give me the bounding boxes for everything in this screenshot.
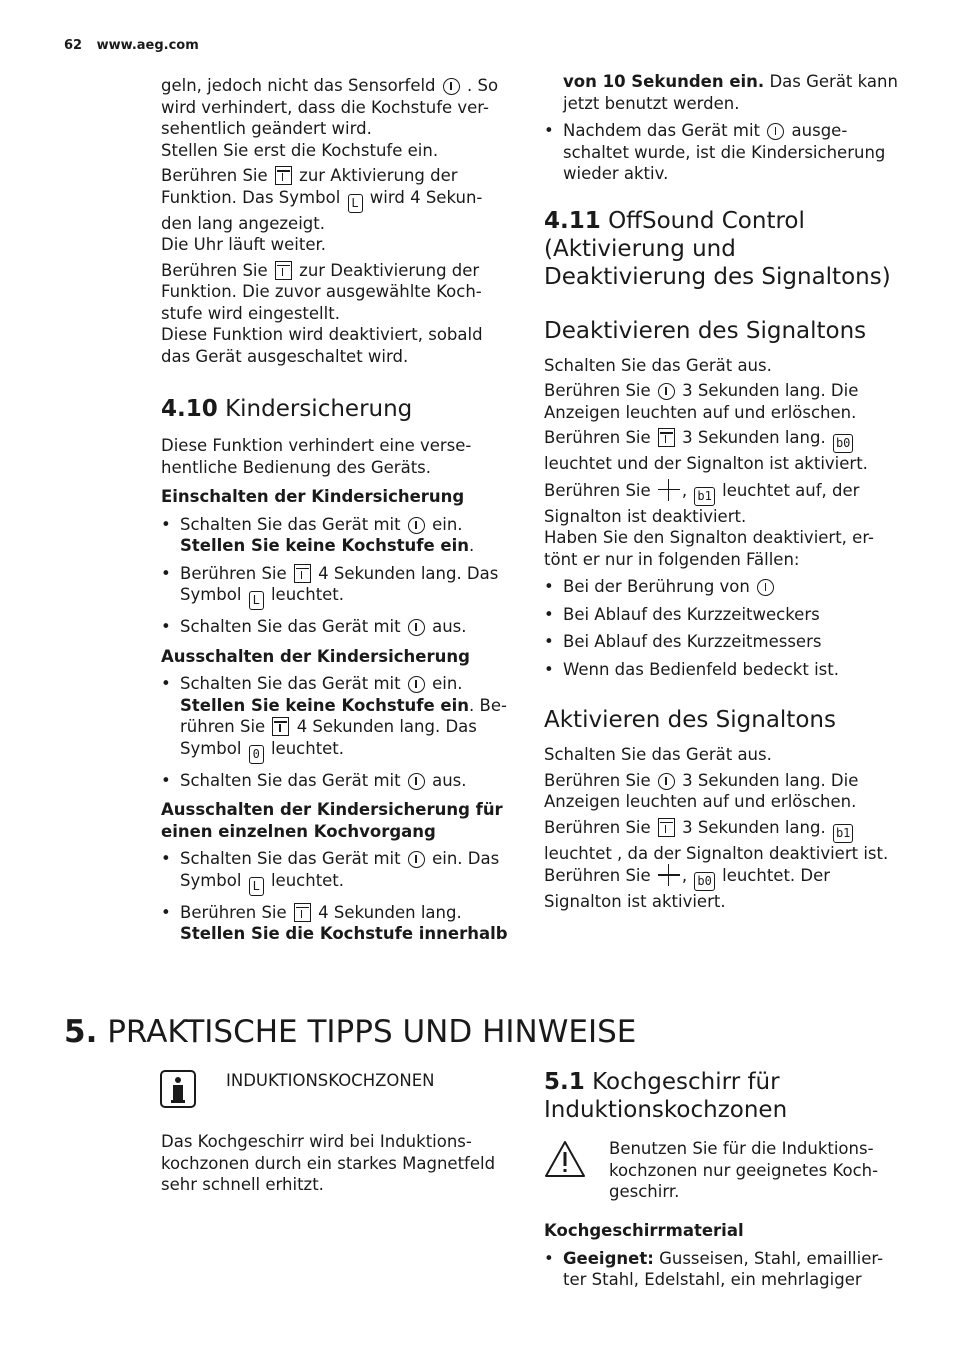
paragraph: Die Uhr läuft weiter. xyxy=(161,235,326,254)
power-icon xyxy=(443,78,460,95)
list-item: • Berühren Sie 4 Sekunden lang. Das Symbol L leuchtet. xyxy=(161,563,513,611)
subsection-heading: Deaktivieren des Signaltons xyxy=(544,317,867,344)
paragraph: von 10 Sekunden ein. Das Gerät kann jetzt benutzt werden. xyxy=(563,72,898,113)
subsection-heading: Aktivieren des Signaltons xyxy=(544,707,836,733)
display-icon: b1 xyxy=(833,824,853,843)
lock-key-icon xyxy=(294,564,311,583)
power-icon xyxy=(658,383,675,400)
section-5-1 xyxy=(544,1068,900,1124)
paragraph: Berühren Sie 3 Sekunden lang. Die Anzeigen leuchten auf und erlöschen. xyxy=(544,381,859,422)
paragraph: Haben Sie den Signalton deaktiviert, er-tönt er nur in folgenden Fällen: xyxy=(544,528,874,569)
paragraph: Schalten Sie das Gerät aus. xyxy=(544,745,772,764)
chapter-title: 5. PRAKTISCHE TIPPS UND HINWEISE xyxy=(64,1014,637,1050)
display-icon: b0 xyxy=(694,872,714,891)
warning-icon xyxy=(544,1140,586,1178)
paragraph: Diese Funktion verhindert eine verse-hentliche Bedienung des Geräts. xyxy=(161,436,472,477)
bullet-list xyxy=(544,576,900,680)
paragraph: geln, jedoch nicht das Sensorfeld . So wird verhindert, dass die Kochstufe ver-sehentlich geändert wird. xyxy=(161,76,499,138)
list-item: • Wenn das Bedienfeld bedeckt ist. xyxy=(544,659,900,681)
display-icon: b1 xyxy=(694,487,714,506)
paragraph: Diese Funktion wird deaktiviert, sobald das Gerät ausgeschaltet wird. xyxy=(161,325,483,366)
list-item: • Berühren Sie 4 Sekunden lang. Stellen Sie die Kochstufe innerhalb xyxy=(161,902,513,945)
bullet-list xyxy=(161,514,513,638)
list-item: • Schalten Sie das Gerät mit aus. xyxy=(161,770,513,792)
page-header xyxy=(64,38,199,53)
subheading: Ausschalten der Kindersicherung xyxy=(161,646,470,666)
warning-text: Benutzen Sie für die Induktions-kochzonen nur geeignetes Koch-geschirr. xyxy=(609,1139,879,1201)
bullet-list xyxy=(544,120,900,185)
bullet-list xyxy=(161,673,513,791)
list-item: • Schalten Sie das Gerät mit ein. Das Symbol L leuchtet. xyxy=(161,848,513,896)
page-number: 62 xyxy=(64,38,83,53)
bullet-list xyxy=(544,1248,900,1291)
list-item: • Nachdem das Gerät mit ausge-schaltet wurde, ist die Kindersicherung wieder aktiv. xyxy=(544,120,900,185)
subheading: Ausschalten der Kindersicherung für einen einzelnen Kochvorgang xyxy=(161,800,503,841)
list-item: • Bei Ablauf des Kurzzeitmessers xyxy=(544,631,900,653)
left-column xyxy=(161,75,513,951)
display-icon: 0 xyxy=(249,745,264,764)
list-item: • Schalten Sie das Gerät mit ein. Stellen Sie keine Kochstufe ein. Be-rühren Sie 4 Sekunden lang. Das Symbol 0 leuchtet. xyxy=(161,673,513,764)
paragraph: Berühren Sie , b1 leuchtet auf, der Signalton ist deaktiviert. xyxy=(544,480,860,526)
paragraph: Berühren Sie zur Aktivierung der Funktion. Das Symbol L wird 4 Sekun-den lang angezeigt. xyxy=(161,166,483,233)
display-icon: L xyxy=(348,194,363,213)
lock-key-icon xyxy=(275,166,292,185)
power-icon xyxy=(658,773,675,790)
lock-key-icon xyxy=(294,903,311,922)
subheading: Kochgeschirrmaterial xyxy=(544,1221,744,1240)
paragraph: Berühren Sie 3 Sekunden lang. b0 leuchtet und der Signalton ist aktiviert. xyxy=(544,428,868,473)
lock-key-icon xyxy=(658,818,675,837)
paragraph: Berühren Sie zur Deaktivierung der Funktion. Die zuvor ausgewählte Koch-stufe wird eingestellt. xyxy=(161,260,482,323)
paragraph: Berühren Sie 3 Sekunden lang. b1 leuchtet , da der Signalton deaktiviert ist. Berühren Sie , b0 leuchtet. Der Signalton ist aktiviert. xyxy=(544,817,889,911)
info-label: INDUKTIONSKOCHZONEN xyxy=(226,1071,435,1090)
section-heading-4-11: 4.11 OffSound Control (Aktivierung und Deaktivierung des Signaltons) xyxy=(544,207,891,290)
list-item: • Geeignet: Gusseisen, Stahl, emaillier-ter Stahl, Edelstahl, ein mehrlagiger xyxy=(544,1248,900,1291)
bullet-list xyxy=(161,848,513,945)
list-item: • Bei der Berührung von xyxy=(544,576,900,598)
info-paragraph: Das Kochgeschirr wird bei Induktions-kochzonen durch ein starkes Magnetfeld sehr schnell erhitzt. xyxy=(161,1132,496,1194)
material-section xyxy=(544,1220,900,1297)
power-icon xyxy=(767,123,784,140)
lock-key-icon xyxy=(272,717,289,736)
lock-key-icon xyxy=(658,428,675,447)
display-icon: b0 xyxy=(833,434,853,453)
paragraph: Berühren Sie 3 Sekunden lang. Die Anzeigen leuchten auf und erlöschen. xyxy=(544,770,859,811)
plus-icon xyxy=(658,479,680,501)
right-column xyxy=(544,71,900,913)
subheading: Einschalten der Kindersicherung xyxy=(161,487,465,506)
list-item: • Schalten Sie das Gerät mit aus. xyxy=(161,616,513,638)
display-icon: L xyxy=(249,877,264,896)
paragraph: Schalten Sie das Gerät aus. xyxy=(544,355,772,375)
section-heading-4-10: 4.10 Kindersicherung xyxy=(161,396,413,422)
paragraph: Stellen Sie erst die Kochstufe ein. xyxy=(161,140,439,160)
power-icon xyxy=(408,851,425,868)
list-item: • Schalten Sie das Gerät mit ein. Stellen Sie keine Kochstufe ein. xyxy=(161,514,513,557)
power-icon xyxy=(408,773,425,790)
info-icon xyxy=(160,1070,196,1108)
power-icon xyxy=(408,676,425,693)
plus-icon xyxy=(658,864,680,886)
site-url: www.aeg.com xyxy=(96,38,199,53)
power-icon xyxy=(408,517,425,534)
section-heading-5-1: 5.1 Kochgeschirr für Induktionskochzonen xyxy=(544,1069,788,1123)
power-icon xyxy=(408,619,425,636)
display-icon: L xyxy=(249,591,264,610)
lock-key-icon xyxy=(275,261,292,280)
list-item: • Bei Ablauf des Kurzzeitweckers xyxy=(544,604,900,626)
power-icon xyxy=(757,579,774,596)
